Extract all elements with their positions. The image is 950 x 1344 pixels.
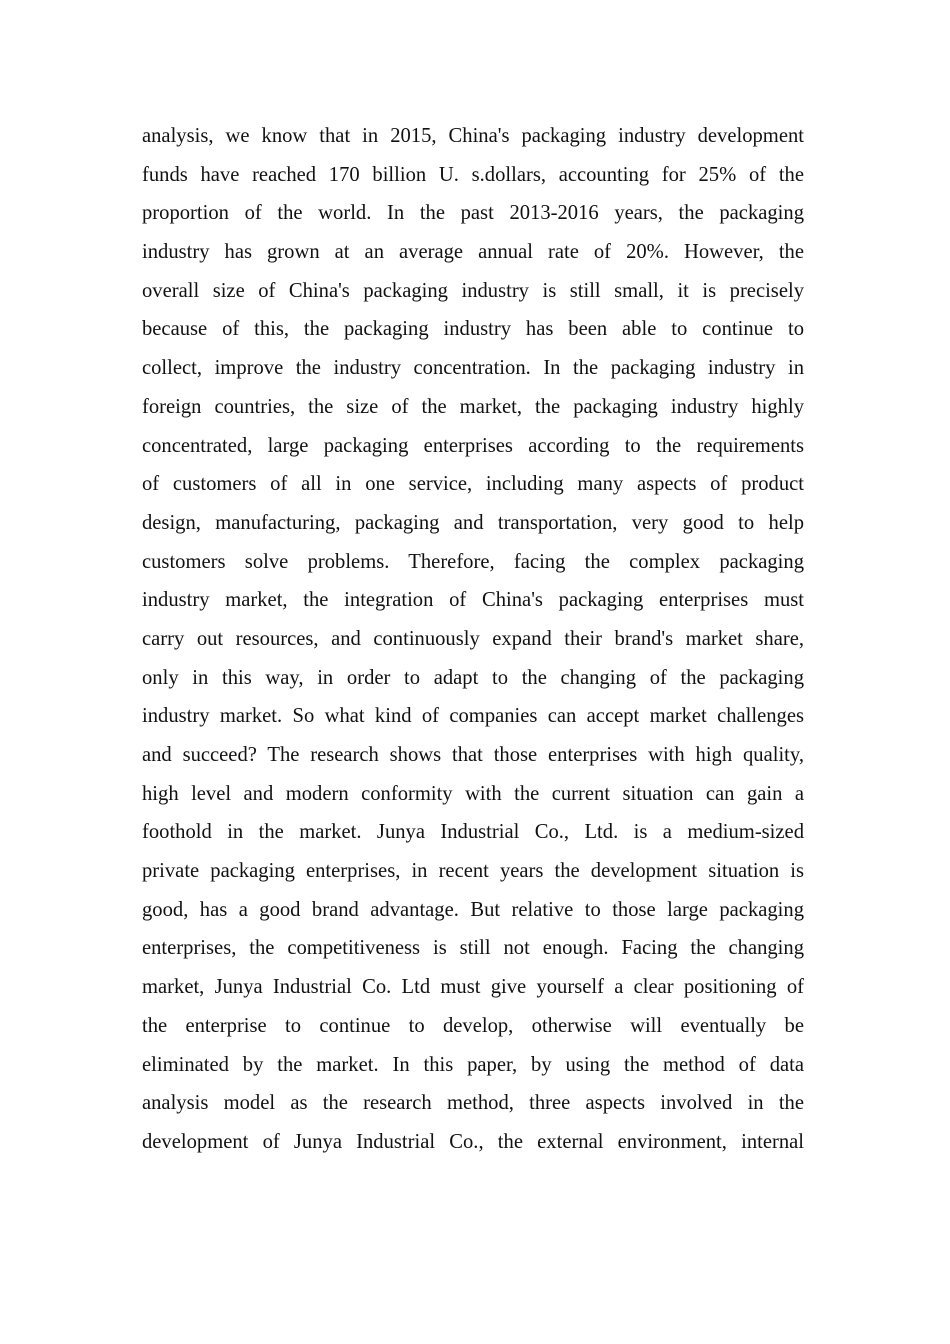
text-line: industry market. So what kind of companies can accept market challenges <box>142 705 804 728</box>
text-line: and succeed? The research shows that those enterprises with high quality, <box>142 744 804 766</box>
text-line: eliminated by the market. In this paper, by using the method of data <box>142 1053 804 1076</box>
text-line: enterprises, the competitiveness is still not enough. Facing the changing <box>142 937 804 960</box>
text-line: market, Junya Industrial Co. Ltd must give yourself a clear positioning of <box>142 976 804 999</box>
text-line: proportion of the world. In the past 2013-2016 years, the packaging <box>142 202 804 225</box>
text-line: overall size of China's packaging industry is still small, it is precisely <box>142 279 804 302</box>
text-line: industry has grown at an average annual rate of 20%. However, the <box>142 241 804 264</box>
text-line: design, manufacturing, packaging and transportation, very good to help <box>142 511 804 534</box>
text-line: private packaging enterprises, in recent years the development situation is <box>142 860 804 883</box>
body-paragraph <box>142 117 804 1162</box>
text-line: good, has a good brand advantage. But relative to those large packaging <box>142 898 804 921</box>
text-line: foothold in the market. Junya Industrial Co., Ltd. is a medium-sized <box>142 821 804 844</box>
text-line: industry market, the integration of China's packaging enterprises must <box>142 589 804 612</box>
text-line: foreign countries, the size of the market, the packaging industry highly <box>142 395 804 418</box>
text-line: funds have reached 170 billion U. s.dollars, accounting for 25% of the <box>142 163 804 186</box>
text-line: customers solve problems. Therefore, facing the complex packaging <box>142 550 804 573</box>
text-line: carry out resources, and continuously expand their brand's market share, <box>142 627 804 650</box>
text-line: collect, improve the industry concentration. In the packaging industry in <box>142 357 804 380</box>
text-line: of customers of all in one service, including many aspects of product <box>142 473 804 496</box>
text-line: the enterprise to continue to develop, otherwise will eventually be <box>142 1014 804 1037</box>
text-line: analysis model as the research method, three aspects involved in the <box>142 1092 804 1115</box>
text-line: because of this, the packaging industry has been able to continue to <box>142 318 804 341</box>
text-line: concentrated, large packaging enterprises according to the requirements <box>142 434 804 457</box>
text-line: development of Junya Industrial Co., the external environment, internal <box>142 1130 804 1153</box>
text-line: analysis, we know that in 2015, China's packaging industry development <box>142 125 804 147</box>
text-line: high level and modern conformity with the current situation can gain a <box>142 782 804 805</box>
text-line: only in this way, in order to adapt to the changing of the packaging <box>142 666 804 689</box>
